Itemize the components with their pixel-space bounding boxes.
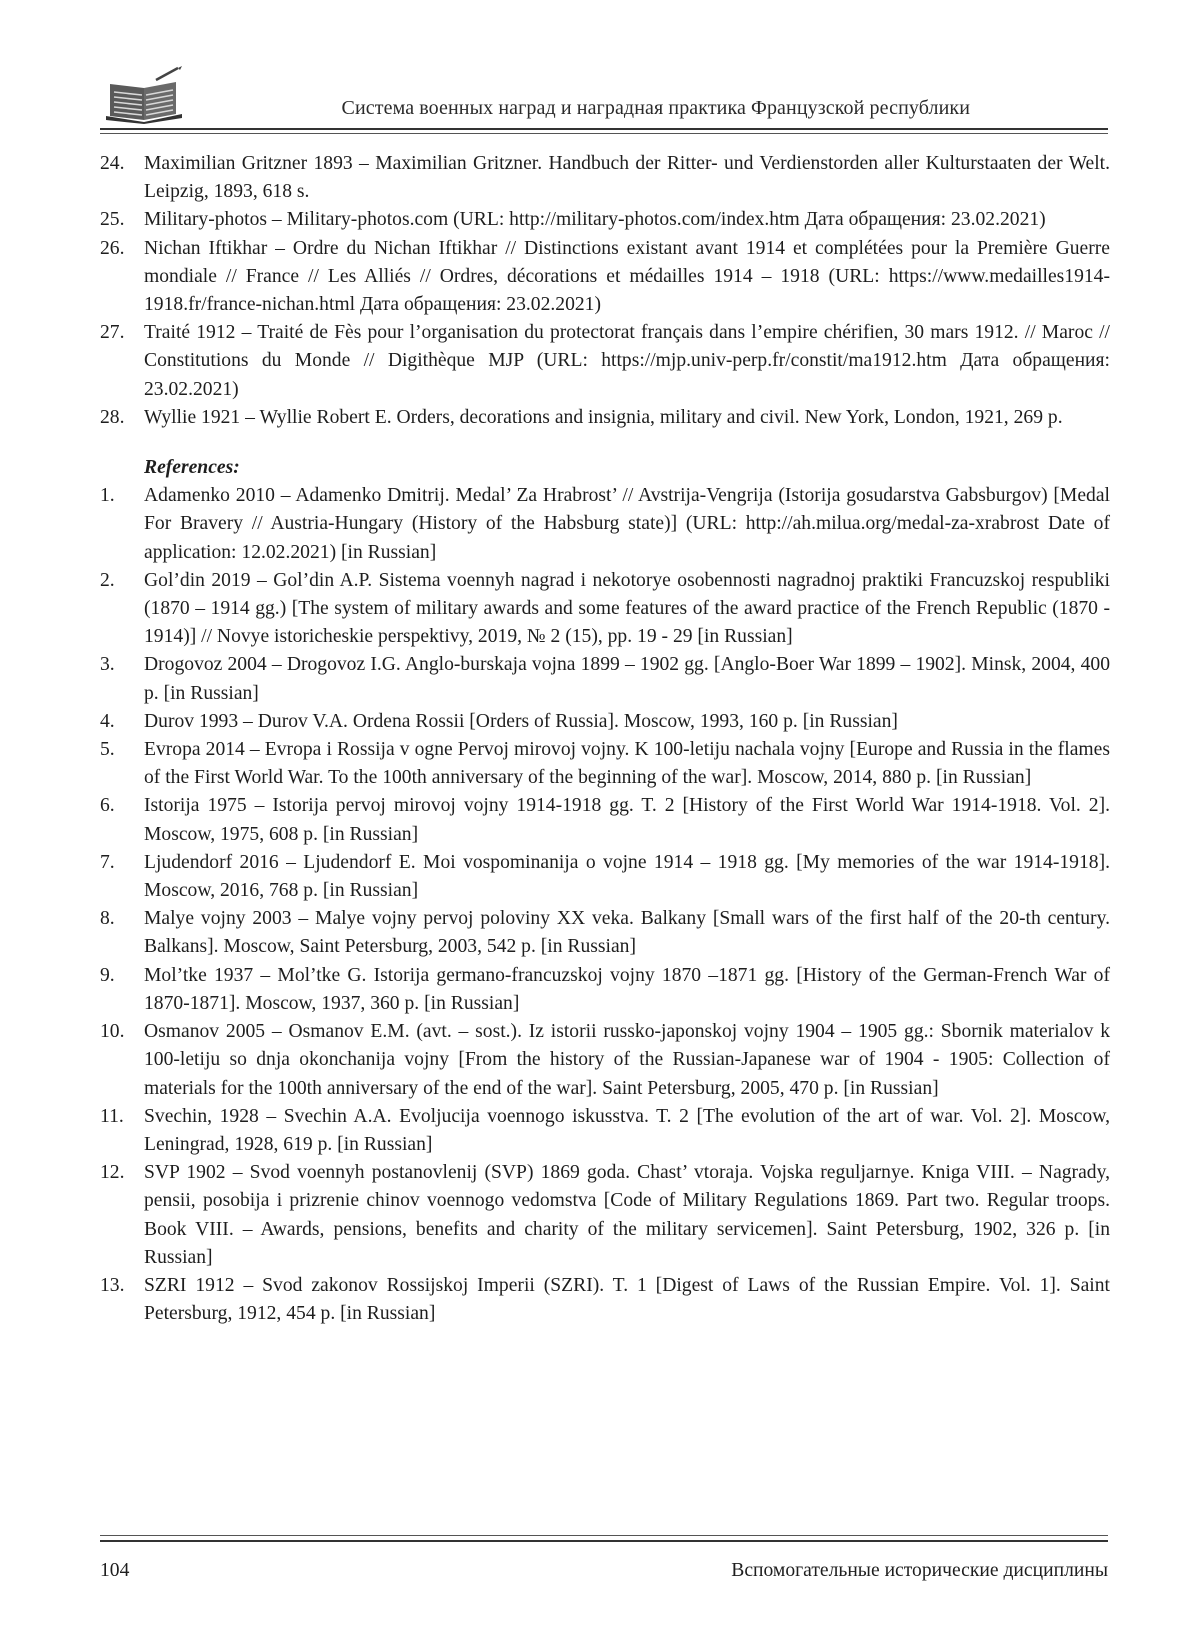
page-number: 104: [100, 1560, 130, 1581]
list-item: [100, 905, 1110, 961]
item-number: 24.: [100, 153, 125, 174]
item-number: 12.: [100, 1162, 125, 1184]
item-number: 3.: [100, 654, 115, 676]
list-item: [100, 482, 1110, 567]
item-text: Adamenko 2010 – Adamenko Dmitrij. Medal’ Za Hrabrost’ // Avstrija-Vengrija (Istorija gosudarstva Gabsburgov) [Medal For Bravery // Austria-Hungary (History of the Habsburg state)] (URL: http://ah.milua.org/medal-za-xrabrost Date of application: 12.02.2021) [in Russian]: [144, 485, 1110, 563]
item-number: 7.: [100, 851, 115, 873]
list-item: [100, 319, 1110, 404]
footer-divider: [100, 1540, 1108, 1542]
list-item: [100, 651, 1110, 707]
item-text: Malye vojny 2003 – Malye vojny pervoj poloviny XX veka. Balkany [Small wars of the first half of the 20-th century. Balkans]. Moscow, Saint Petersburg, 2003, 542 p. [in Russian]: [144, 908, 1110, 958]
item-number: 27.: [100, 322, 125, 344]
item-number: 5.: [100, 739, 115, 761]
item-text: Wyllie 1921 – Wyllie Robert E. Orders, decorations and insignia, military and civil. New York, London, 1921, 269 p.: [144, 406, 1063, 428]
list-item: [100, 736, 1110, 792]
header-divider: [100, 128, 1108, 130]
item-text: Svechin, 1928 – Svechin A.A. Evoljucija voennogo iskusstva. T. 2 [The evolution of the art of war. Vol. 2]. Moscow, Leningrad, 1928, 619 p. [in Russian]: [144, 1105, 1110, 1155]
item-text: Military-photos – Military-photos.com (URL: http://military-photos.com/index.htm Дата обращения: 23.02.2021): [144, 209, 1046, 231]
journal-title: Вспомогательные исторические дисциплины: [731, 1560, 1108, 1581]
item-text: SVP 1902 – Svod voennyh postanovlenij (SVP) 1869 goda. Chast’ vtoraja. Vojska reguljarnye. Kniga VIII. – Nagrady, pensii, posobija i prizrenie chinov voennogo vedomstva [Code of Military Regulations 1869. Part two. Regular troops. Book VIII. – Awards, pensions, benefits and charity of the military servicemen]. Saint Petersburg, 1902, 326 p. [in Russian]: [144, 1162, 1110, 1268]
item-number: 8.: [100, 908, 115, 930]
list-item: [100, 1272, 1110, 1328]
list-item: [100, 150, 1110, 206]
references-list: [100, 482, 1110, 1328]
item-text: Istorija 1975 – Istorija pervoj mirovoj vojny 1914-1918 gg. T. 2 [History of the First World War 1914-1918. Vol. 2]. Moscow, 1975, 608 p. [in Russian]: [144, 795, 1110, 845]
list-item: [100, 404, 1110, 432]
footer-divider-thin: [100, 1535, 1108, 1536]
item-text: Mol’tke 1937 – Mol’tke G. Istorija germano-francuzskoj vojny 1870 –1871 gg. [History of the German-French War of 1870-1871]. Moscow, 1937, 360 p. [in Russian]: [144, 964, 1110, 1014]
list-item: [100, 235, 1110, 320]
item-text: Gol’din 2019 – Gol’din A.P. Sistema voennyh nagrad i nekotorye osobennosti nagradnoj praktiki Francuzskoj respubliki (1870 – 1914 gg.) [The system of military awards and some features of the award practice of the French Republic (1870 - 1914)] // Novye istoricheskie perspektivy, 2019, № 2 (15), pp. 19 - 29 [in Russian]: [144, 569, 1110, 648]
list-item: [100, 1103, 1110, 1159]
item-text: Evropa 2014 – Evropa i Rossija v ogne Pervoj mirovoj vojny. K 100-letiju nachala vojny [Europe and Russia in the flames of the First World War. To the 100th anniversary of the beginning of the war]. Moscow, 2014, 880 p. [in Russian]: [144, 739, 1110, 789]
item-number: 26.: [100, 237, 125, 259]
list-item: [100, 206, 1110, 234]
list-item: [100, 1159, 1110, 1272]
item-number: 1.: [100, 485, 115, 507]
item-number: 2.: [100, 569, 115, 591]
list-item: [100, 792, 1110, 848]
item-number: 10.: [100, 1021, 125, 1043]
item-number: 11.: [100, 1105, 124, 1127]
list-item: [100, 849, 1110, 905]
list-item: [100, 962, 1110, 1018]
item-number: 25.: [100, 209, 125, 231]
page-header: [100, 60, 1110, 132]
item-number: 13.: [100, 1274, 125, 1296]
list-item: [100, 708, 1110, 736]
running-header-title: Система военных наград и наградная практика Французской республики: [341, 97, 970, 119]
page-content: [100, 150, 1110, 1328]
item-text: Maximilian Gritzner 1893 – Maximilian Gritzner. Handbuch der Ritter- und Verdienstorden aller Kulturstaaten der Welt. Leipzig, 1893, 618 s.: [144, 153, 1110, 203]
item-number: 4.: [100, 710, 115, 732]
item-text: SZRI 1912 – Svod zakonov Rossijskoj Imperii (SZRI). T. 1 [Digest of Laws of the Russian Empire. Vol. 1]. Saint Petersburg, 1912, 454 p. [in Russian]: [144, 1274, 1110, 1325]
item-text: Ljudendorf 2016 – Ljudendorf E. Moi vospominanija o vojne 1914 – 1918 gg. [My memories of the war 1914-1918]. Moscow, 2016, 768 p. [in Russian]: [144, 851, 1110, 902]
item-text: Traité 1912 – Traité de Fès pour l’organisation du protectorat français dans l’empire chérifien, 30 mars 1912. // Maroc // Constitutions du Monde // Digithèque MJP (URL: https://mjp.univ-perp.fr/constit/ma1912.htm Дата обращения: 23.02.2021): [144, 322, 1110, 400]
list-item: [100, 1018, 1110, 1103]
item-text: Durov 1993 – Durov V.A. Ordena Rossii [Orders of Russia]. Moscow, 1993, 160 p. [in Russian]: [144, 710, 898, 732]
item-text: Osmanov 2005 – Osmanov E.M. (avt. – sost.). Iz istorii russko-japonskoj vojny 1904 – 1905 gg.: Sbornik materialov k 100-letiju so dnja okonchanija vojny [From the history of the Russian-Japanese war of 1904 - 1905: Collection of materials for the 100th anniversary of the end of the war]. Saint Petersburg, 2005, 470 p. [in Russian]: [144, 1021, 1110, 1099]
header-divider-thin: [100, 133, 1108, 134]
references-heading: References:: [144, 457, 240, 479]
sources-list: [100, 150, 1110, 432]
item-text: Nichan Iftikhar – Ordre du Nichan Iftikhar // Distinctions existant avant 1914 et complétées pour la Première Guerre mondiale // France // Les Alliés // Ordres, décorations et médailles 1914 – 1918 (URL: https://www.medailles1914-1918.fr/france-nichan.html Дата обращения: 23.02.2021): [144, 237, 1110, 316]
item-text: Drogovoz 2004 – Drogovoz I.G. Anglo-burskaja vojna 1899 – 1902 gg. [Anglo-Boer War 1899 – 1902]. Minsk, 2004, 400 p. [in Russian]: [144, 654, 1110, 704]
item-number: 6.: [100, 795, 115, 817]
item-number: 28.: [100, 406, 125, 428]
list-item: [100, 567, 1110, 652]
item-number: 9.: [100, 964, 115, 986]
